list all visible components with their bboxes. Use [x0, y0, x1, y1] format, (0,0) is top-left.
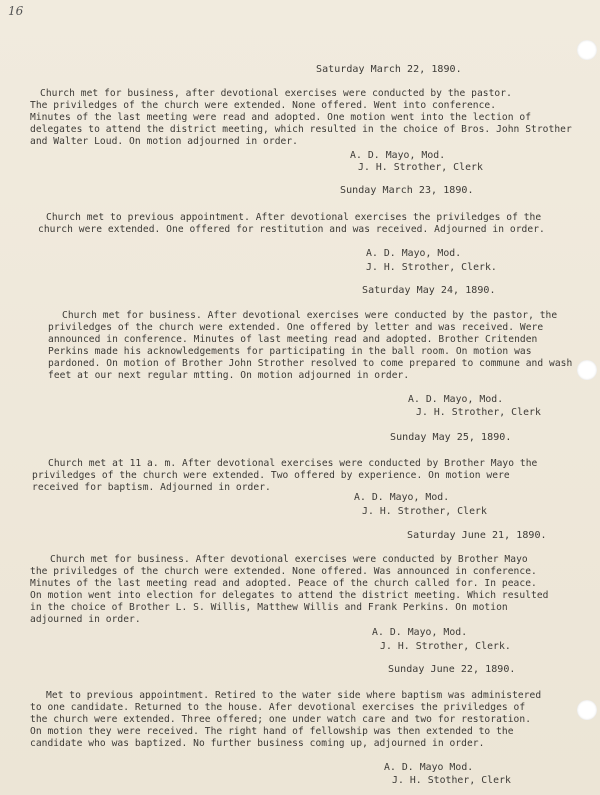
- entry-line: in the choice of Brother L. S. Willis, Matthew Willis and Frank Perkins. On motion: [30, 602, 508, 613]
- entry-line: the church were extended. Three offered; one under watch care and two for restoration.: [30, 714, 532, 725]
- entry-line: and Walter Loud. On motion adjourned in order.: [30, 136, 298, 147]
- entry-date: Sunday March 23, 1890.: [340, 185, 474, 196]
- entry-line: The priviledges of the church were extended. None offered. Went into conference.: [30, 100, 497, 111]
- moderator-signature: A. D. Mayo, Mod.: [354, 492, 450, 503]
- entry-line: Perkins made his acknowledgements for participating in the ball room. On motion was: [48, 346, 532, 357]
- entry-line: Met to previous appointment. Retired to the water side where baptism was administered: [46, 690, 542, 701]
- entry-date: Saturday March 22, 1890.: [316, 64, 462, 75]
- clerk-signature: J. H. Strother, Clerk: [416, 407, 541, 418]
- entry-date: Sunday June 22, 1890.: [388, 664, 516, 675]
- entry-line: delegates to attend the district meeting, which resulted in the choice of Bros. John Strother: [30, 124, 572, 135]
- clerk-signature: J. H. Strother, Clerk: [362, 506, 487, 517]
- moderator-signature: A. D. Mayo, Mod.: [372, 627, 468, 638]
- entry-line: church were extended. One offered for restitution and was received. Adjourned in order.: [38, 224, 545, 235]
- moderator-signature: A. D. Mayo Mod.: [384, 762, 474, 773]
- moderator-signature: A. D. Mayo, Mod.: [350, 150, 446, 161]
- entry-line: announced in conference. Minutes of last meeting read and adopted. Brother Critenden: [48, 334, 538, 345]
- moderator-signature: A. D. Mayo, Mod.: [408, 394, 504, 405]
- entry-line: Church met for business. After devotional exercises were conducted by the pastor, the: [62, 310, 558, 321]
- clerk-signature: J. H. Strother, Clerk: [358, 162, 483, 173]
- entry-line: Church met for business, after devotional exercises were conducted by the pastor.: [40, 88, 512, 99]
- entry-line: pardoned. On motion of Brother John Strother resolved to come prepared to commune and wash: [48, 358, 573, 369]
- entry-line: to one candidate. Returned to the house. Afer devotional exercises the priviledges of: [30, 702, 526, 713]
- entry-line: On motion they were received. The right hand of fellowship was then extended to the: [30, 726, 514, 737]
- entry-line: priviledges of the church were extended. One offered by letter and was received. Were: [48, 322, 544, 333]
- entry-line: candidate who was baptized. No further business coming up, adjourned in order.: [30, 738, 485, 749]
- entry-line: feet at our next regular mtting. On motion adjourned in order.: [48, 370, 410, 381]
- entry-date: Sunday May 25, 1890.: [390, 432, 512, 443]
- entry-date: Saturday June 21, 1890.: [407, 530, 547, 541]
- entry-line: Minutes of the last meeting were read and adopted. One motion went into the lection of: [30, 112, 532, 123]
- entry-line: adjourned in order.: [30, 614, 141, 625]
- entry-line: Church met to previous appointment. After devotional exercises the priviledges of the: [46, 212, 542, 223]
- entry-line: the priviledges of the church were extended. None offered. Was announced in conference.: [30, 566, 537, 577]
- entry-line: priviledges of the church were extended. Two offered by experience. On motion were: [32, 470, 510, 481]
- moderator-signature: A. D. Mayo, Mod.: [366, 248, 462, 259]
- entry-date: Saturday May 24, 1890.: [362, 285, 496, 296]
- clerk-signature: J. H. Strother, Clerk.: [380, 641, 511, 652]
- page-number: 16: [8, 4, 24, 18]
- clerk-signature: J. H. Strother, Clerk.: [366, 262, 497, 273]
- punch-hole: [577, 40, 597, 60]
- entry-line: On motion went into election for delegates to attend the district meeting. Which resulted: [30, 590, 549, 601]
- entry-line: received for baptism. Adjourned in order.: [32, 482, 271, 493]
- punch-hole: [577, 700, 597, 720]
- entry-line: Church met at 11 a. m. After devotional exercises were conducted by Brother Mayo the: [48, 458, 538, 469]
- entry-line: Church met for business. After devotional exercises were conducted by Brother Mayo: [50, 554, 528, 565]
- punch-hole: [577, 360, 597, 380]
- entry-line: Minutes of the last meeting read and adopted. Peace of the church called for. In peace.: [30, 578, 537, 589]
- clerk-signature: J. H. Stother, Clerk: [392, 775, 511, 786]
